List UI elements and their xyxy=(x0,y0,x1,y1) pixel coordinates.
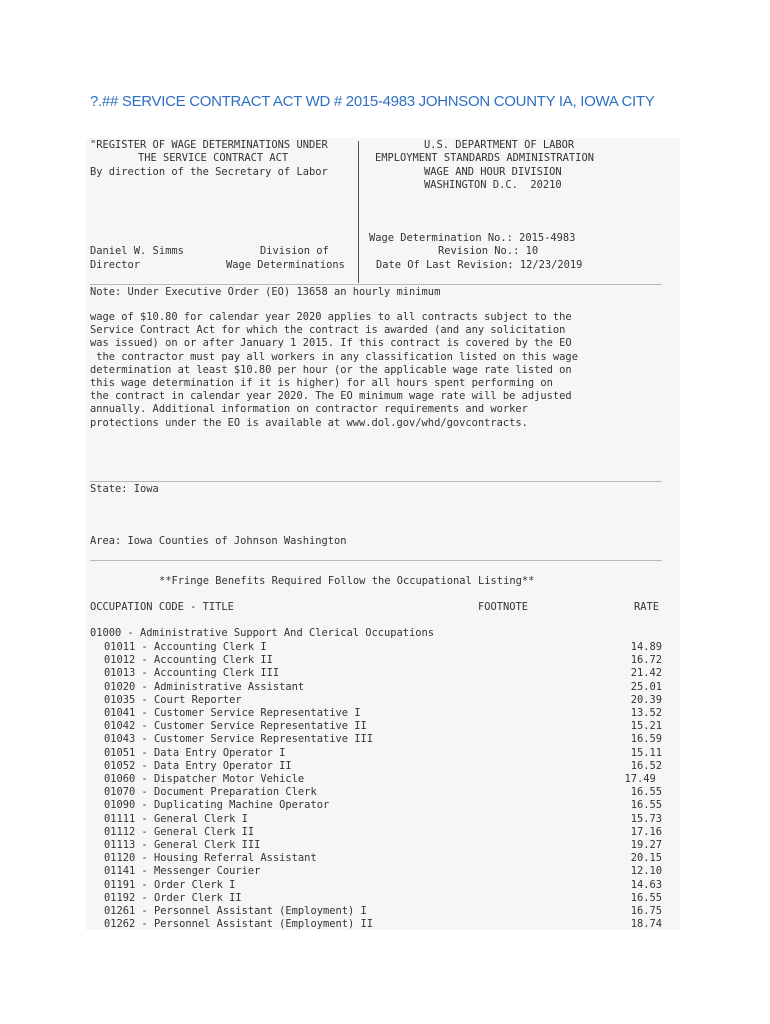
occupation-code-title: 01070 - Document Preparation Clerk xyxy=(104,786,317,799)
occupation-rate: 16.72 xyxy=(630,654,662,667)
note-lead: Note: Under Executive Order (EO) 13658 an hourly minimum xyxy=(90,286,441,298)
occupation-code-title: 01035 - Court Reporter xyxy=(104,693,242,706)
occupation-rate: 17.49 xyxy=(624,773,662,785)
occupation-rate: 16.55 xyxy=(630,891,662,904)
fringe-note: **Fringe Benefits Required Follow the Occupational Listing** xyxy=(159,575,535,587)
note-body-line: wage of $10.80 for calendar year 2020 applies to all contracts subject to the xyxy=(90,311,572,323)
note-body-line: the contract in calendar year 2020. The EO minimum wage rate will be adjusted xyxy=(90,390,572,403)
occupation-code-title: 01052 - Data Entry Operator II xyxy=(104,759,292,772)
occupation-rate: 14.89 xyxy=(630,641,662,653)
occupation-code-title: 01113 - General Clerk III xyxy=(104,839,261,851)
occupation-row xyxy=(0,865,662,878)
occupation-rate: 16.52 xyxy=(630,759,662,772)
note-body-line: Service Contract Act for which the contract is awarded (and any solicitation xyxy=(90,324,566,337)
register-title-line3: By direction of the Secretary of Labor xyxy=(90,166,328,178)
document-heading: ?.## SERVICE CONTRACT ACT WD # 2015-4983 JOHNSON COUNTY IA, IOWA CITY xyxy=(90,93,655,110)
occupation-code-title: 01051 - Data Entry Operator I xyxy=(104,746,286,759)
occupation-code-title: 01141 - Messenger Courier xyxy=(104,865,261,878)
state-line: State: Iowa xyxy=(90,483,159,495)
occupation-code-title: 01262 - Personnel Assistant (Employment) II xyxy=(104,918,373,931)
wd-revision: Revision No.: 10 xyxy=(438,245,539,257)
occupation-code-title: 01011 - Accounting Clerk I xyxy=(104,641,267,653)
dept-line3: WAGE AND HOUR DIVISION xyxy=(424,166,562,178)
occupation-row xyxy=(0,694,662,707)
wd-date: Date Of Last Revision: 12/23/2019 xyxy=(376,259,583,271)
occupation-code-title: 01013 - Accounting Clerk III xyxy=(104,667,280,680)
occupation-code-title: 01112 - General Clerk II xyxy=(104,825,255,838)
occupation-code-title: 01192 - Order Clerk II xyxy=(104,891,242,904)
occupation-row xyxy=(0,839,662,852)
occupation-code-title: 01041 - Customer Service Representative I xyxy=(104,707,361,719)
occupation-row xyxy=(0,879,662,892)
occupation-rate: 16.59 xyxy=(630,733,662,746)
occupation-row xyxy=(0,733,662,746)
occupation-row xyxy=(0,654,662,667)
occupation-row xyxy=(0,667,662,680)
occupation-code-title: 01191 - Order Clerk I xyxy=(104,878,236,891)
signatory-title: Director xyxy=(90,259,141,271)
occupation-row xyxy=(0,786,662,799)
occupation-code-title: 01120 - Housing Referral Assistant xyxy=(104,852,317,865)
occupation-rate: 25.01 xyxy=(630,680,662,693)
header-divider xyxy=(358,141,359,283)
signatory-name: Daniel W. Simms xyxy=(90,245,184,257)
area-rule xyxy=(90,560,662,561)
note-body-line: the contractor must pay all workers in any classification listed on this wage xyxy=(90,350,578,363)
occupation-row xyxy=(0,747,662,760)
register-title-line2: THE SERVICE CONTRACT ACT xyxy=(138,152,289,164)
occupation-rate: 20.39 xyxy=(630,693,662,706)
signatory-division1: Division of xyxy=(260,245,329,257)
occupation-rate: 16.55 xyxy=(630,786,662,799)
occupation-code-title: 01060 - Dispatcher Motor Vehicle xyxy=(104,773,305,785)
note-body-line: determination at least $10.80 per hour (or the applicable wage rate listed on xyxy=(90,363,572,376)
dept-line4: WASHINGTON D.C. 20210 xyxy=(424,179,562,191)
occupation-row xyxy=(0,720,662,733)
column-header-rate: RATE xyxy=(634,601,660,613)
occupation-row xyxy=(0,905,662,918)
occupation-rate: 21.42 xyxy=(630,667,662,680)
occupation-row xyxy=(0,799,662,812)
occupation-row xyxy=(0,773,662,786)
occupation-rate: 14.63 xyxy=(630,878,662,891)
column-header-occupation: OCCUPATION CODE - TITLE xyxy=(90,601,234,613)
occupation-row xyxy=(0,826,662,839)
occupation-row xyxy=(0,918,662,931)
occupation-rate: 19.27 xyxy=(630,839,662,851)
occupation-code-title: 01020 - Administrative Assistant xyxy=(104,680,305,693)
occupation-code-title: 01261 - Personnel Assistant (Employment) I xyxy=(104,905,367,917)
dept-line2: EMPLOYMENT STANDARDS ADMINISTRATION xyxy=(375,152,594,164)
dept-line1: U.S. DEPARTMENT OF LABOR xyxy=(424,139,575,151)
occupation-code-title: 01043 - Customer Service Representative III xyxy=(104,733,373,746)
occupation-row xyxy=(0,760,662,773)
occupation-code-title: 01090 - Duplicating Machine Operator xyxy=(104,799,330,812)
occupation-rate: 15.11 xyxy=(630,746,662,759)
occupation-rate: 20.15 xyxy=(630,852,662,865)
note-rule xyxy=(90,481,662,482)
signatory-division2: Wage Determinations xyxy=(226,259,345,271)
occupation-row xyxy=(0,641,662,654)
note-body-line: was issued) on or after January 1 2015. If this contract is covered by the EO xyxy=(90,337,572,350)
area-line: Area: Iowa Counties of Johnson Washington xyxy=(90,535,347,547)
occupation-rate: 12.10 xyxy=(630,865,662,878)
note-body-line: this wage determination if it is higher) for all hours spent performing on xyxy=(90,377,553,389)
occupation-row xyxy=(0,852,662,865)
occupation-row xyxy=(0,681,662,694)
header-rule xyxy=(90,284,662,285)
register-title-line1: "REGISTER OF WAGE DETERMINATIONS UNDER xyxy=(90,139,328,151)
occupation-row xyxy=(0,813,662,826)
occupation-rate: 16.75 xyxy=(630,905,662,917)
occupation-rate: 18.74 xyxy=(630,918,662,931)
occupation-rate: 17.16 xyxy=(630,825,662,838)
column-header-footnote: FOOTNOTE xyxy=(478,601,529,613)
occupation-row xyxy=(0,892,662,905)
occupation-row xyxy=(0,707,662,720)
wd-number: Wage Determination No.: 2015-4983 xyxy=(369,232,576,244)
note-body-line: annually. Additional information on contractor requirements and worker xyxy=(90,403,528,416)
occupation-code-title: 01012 - Accounting Clerk II xyxy=(104,654,273,667)
occupation-code-title: 01042 - Customer Service Representative II xyxy=(104,720,367,733)
note-body-line: protections under the EO is available at www.dol.gov/whd/govcontracts. xyxy=(90,416,528,429)
occupation-rate: 15.73 xyxy=(630,812,662,825)
occupation-rate: 16.55 xyxy=(630,799,662,812)
occupation-rate: 15.21 xyxy=(630,720,662,733)
occupation-rate: 13.52 xyxy=(630,707,662,719)
occupation-code-title: 01111 - General Clerk I xyxy=(104,812,248,825)
occupation-group-heading: 01000 - Administrative Support And Clerical Occupations xyxy=(90,627,435,639)
